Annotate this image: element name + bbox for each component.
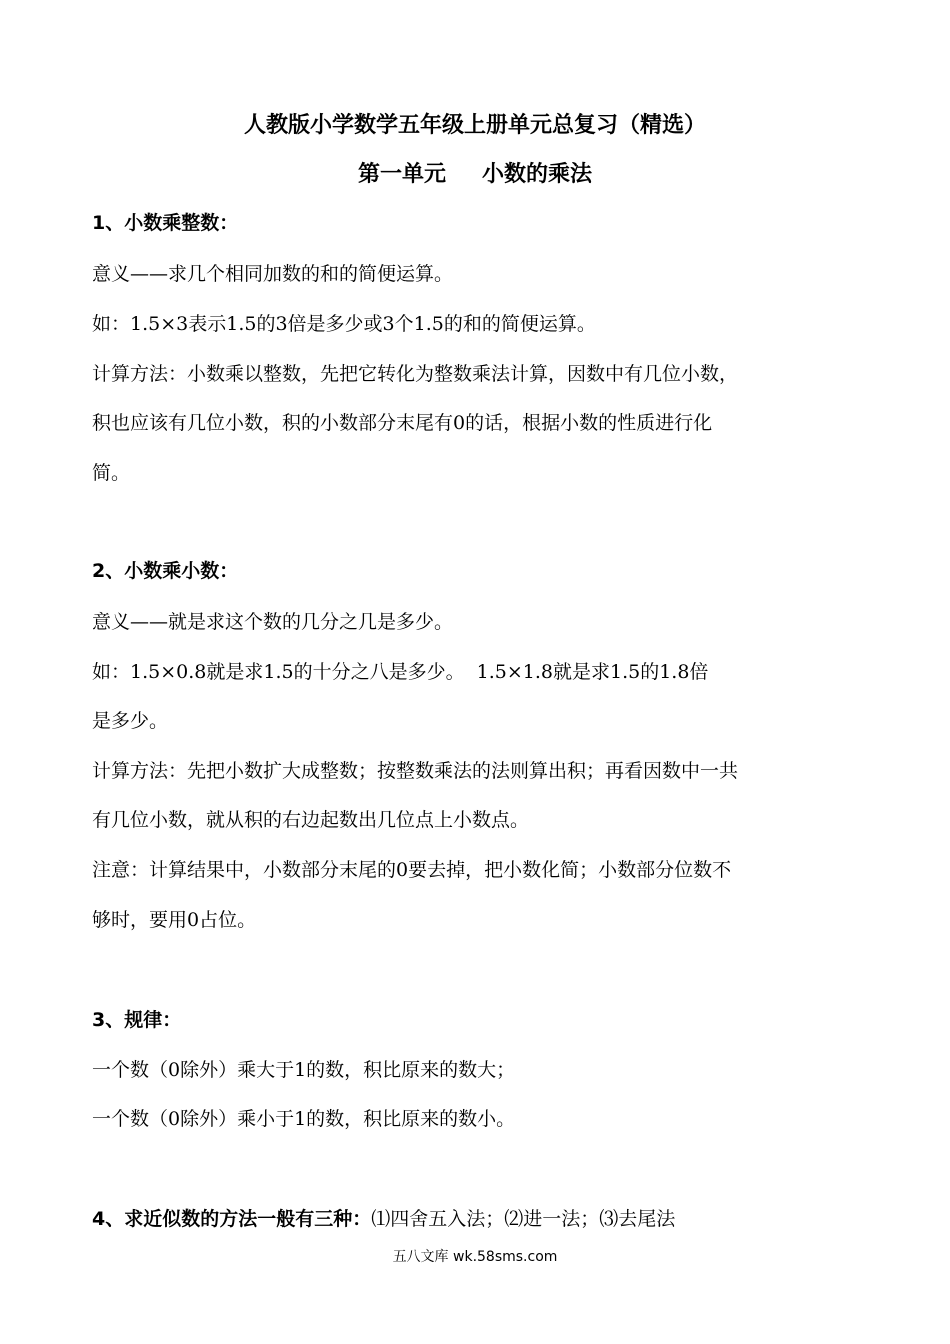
section-3-line: 一个数（0除外）乘大于1的数，积比原来的数大； [92, 1059, 516, 1081]
unit-title [0, 157, 950, 188]
section-1-line: 计算方法：小数乘以整数，先把它转化为整数乘法计算，因数中有几位小数， [92, 363, 739, 385]
section-2-line: 计算方法：先把小数扩大成整数；按整数乘法的法则算出积；再看因数中一共 [92, 760, 739, 782]
unit-number: 第一单元 [357, 162, 446, 187]
section-3-heading: 3、规律： [92, 1009, 182, 1031]
section-2-line: 意义——就是求这个数的几分之几是多少。 [92, 611, 454, 633]
document-title: 人教版小学数学五年级上册单元总复习（精选） [243, 113, 706, 138]
section-3-line: 一个数（0除外）乘小于1的数，积比原来的数小。 [92, 1108, 516, 1130]
section-2-line: 够时，要用0占位。 [92, 909, 257, 931]
section-1-line: 简。 [92, 462, 131, 484]
section-2-line: 是多少。 [92, 710, 169, 732]
section-2-line: 注意：计算结果中，小数部分末尾的0要去掉，把小数化简；小数部分位数不 [92, 859, 732, 881]
section-4-heading-text: 4、求近似数的方法一般有三种： [92, 1208, 372, 1230]
section-1-line: 积也应该有几位小数，积的小数部分末尾有0的话，根据小数的性质进行化 [92, 412, 713, 434]
section-2-line: 如：1.5×0.8就是求1.5的十分之八是多少。 1.5×1.8就是求1.5的1.8倍 [92, 661, 709, 683]
section-4-heading [92, 1204, 675, 1231]
unit-name: 小数的乘法 [482, 162, 593, 187]
approximation-methods: ⑴四舍五入法；⑵进一法；⑶去尾法 [371, 1208, 676, 1230]
section-1-line: 如：1.5×3表示1.5的3倍是多少或3个1.5的和的简便运算。 [92, 313, 596, 335]
section-2-heading: 2、小数乘小数： [92, 560, 239, 582]
section-2-line: 有几位小数，就从积的右边起数出几位点上小数点。 [92, 809, 530, 831]
section-1-line: 意义——求几个相同加数的和的简便运算。 [92, 263, 454, 285]
section-1-heading: 1、小数乘整数： [92, 212, 239, 234]
page-footer: 五八文库 wk.58sms.com [392, 1249, 558, 1265]
